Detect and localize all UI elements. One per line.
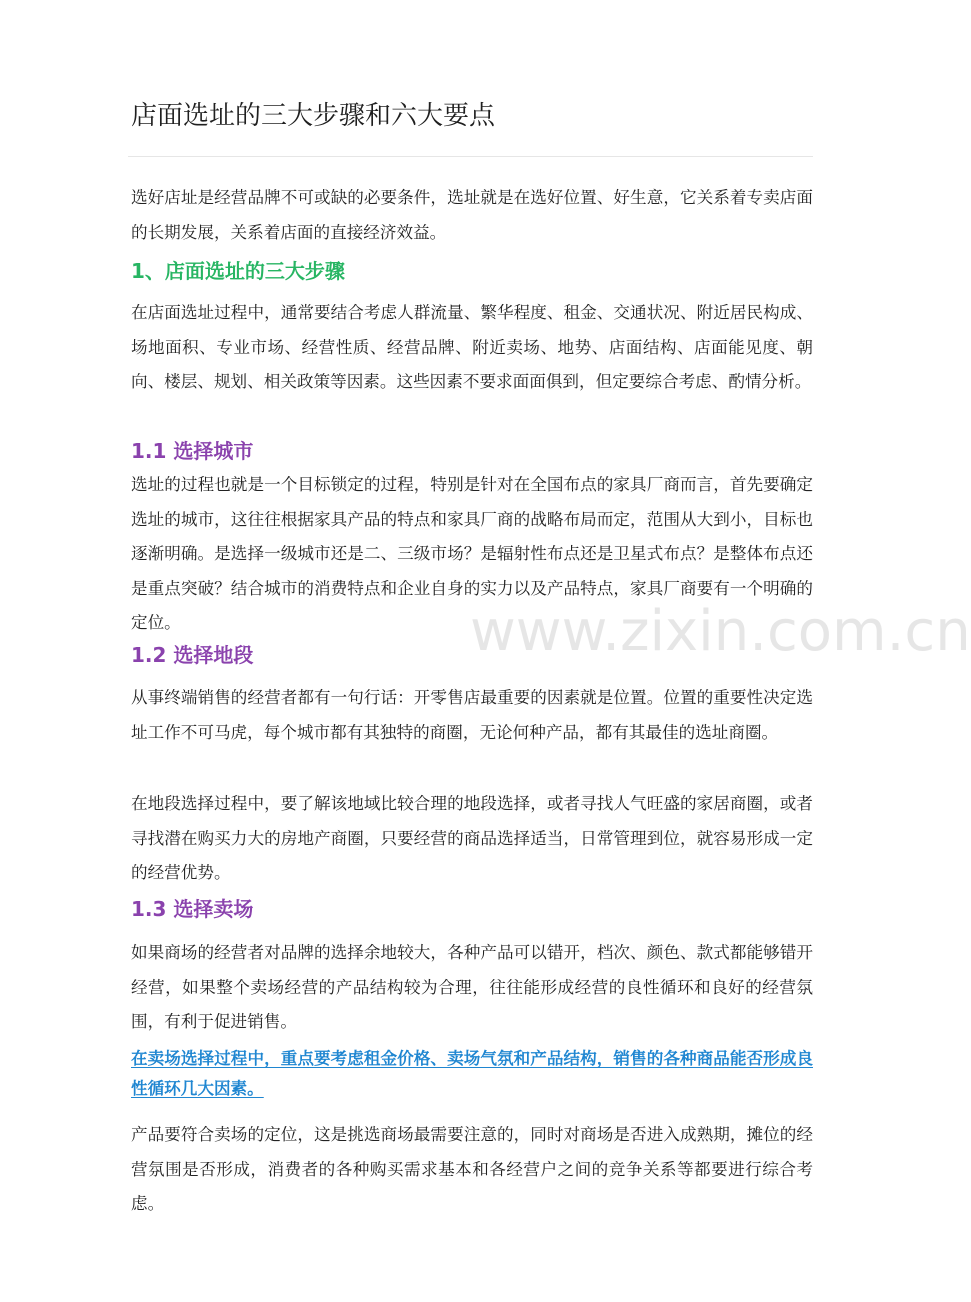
site-watermark: www.zixin.com.cn xyxy=(470,599,971,664)
subsection-heading-city: 1.1 选择城市 xyxy=(131,439,254,463)
subsection-heading-location: 1.2 选择地段 xyxy=(131,643,254,667)
intro-paragraph: 选好店址是经营品牌不可或缺的必要条件，选址就是在选好位置、好生意，它关系着专卖店面的长期发展，关系着店面的直接经济效益。 xyxy=(131,188,813,242)
section-paragraph-factors: 在店面选址过程中，通常要结合考虑人群流量、繁华程度、租金、交通状况、附近居民构成、场地面积、专业市场、经营性质、经营品牌、附近卖场、地势、店面结构、店面能见度、朝向、楼层、规划、相关政策等因素。这些因素不要求面面俱到，但定要综合考虑、酌情分析。 xyxy=(131,303,813,391)
subsection-paragraph-city: 选址的过程也就是一个目标锁定的过程，特别是针对在全国布点的家具厂商而言，首先要确定选址的城市，这往往根据家具产品的特点和家具厂商的战略布局而定，范围从大到小，目标也逐渐明确。是选择一级城市还是二、三级市场？是辐射性布点还是卫星式布点？是整体布点还是重点突破？结合城市的消费特点和企业自身的实力以及产品特点，家具厂商要有一个明确的定位。 xyxy=(131,475,813,632)
subsection-paragraph-store-1: 如果商场的经营者对品牌的选择余地较大，各种产品可以错开，档次、颜色、款式都能够错开经营，如果整个卖场经营的产品结构较为合理，往往能形成经营的良性循环和良好的经营氛围，有利于促进销售。 xyxy=(131,943,813,1031)
highlight-link[interactable]: 在卖场选择过程中，重点要考虑租金价格、卖场气氛和产品结构，销售的各种商品能否形成良性循环几大因素。 xyxy=(131,1049,813,1098)
subsection-heading-store: 1.3 选择卖场 xyxy=(131,897,254,921)
subsection-paragraph-location-2: 在地段选择过程中，要了解该地域比较合理的地段选择，或者寻找人气旺盛的家居商圈，或者寻找潜在购买力大的房地产商圈，只要经营的商品选择适当，日常管理到位，就容易形成一定的经营优势。 xyxy=(131,794,813,882)
subsection-paragraph-store-2: 产品要符合卖场的定位，这是挑选商场最需要注意的，同时对商场是否进入成熟期，摊位的经营氛围是否形成，消费者的各种购买需求基本和各经营户之间的竞争关系等都要进行综合考虑。 xyxy=(131,1125,813,1213)
article-title: 店面选址的三大步骤和六大要点 xyxy=(131,101,496,131)
subsection-paragraph-location-1: 从事终端销售的经营者都有一句行话：开零售店最重要的因素就是位置。位置的重要性决定选址工作不可马虎，每个城市都有其独特的商圈，无论何种产品，都有其最佳的选址商圈。 xyxy=(131,688,813,742)
title-divider xyxy=(128,156,813,157)
section-heading-steps: 1、店面选址的三大步骤 xyxy=(131,259,345,283)
